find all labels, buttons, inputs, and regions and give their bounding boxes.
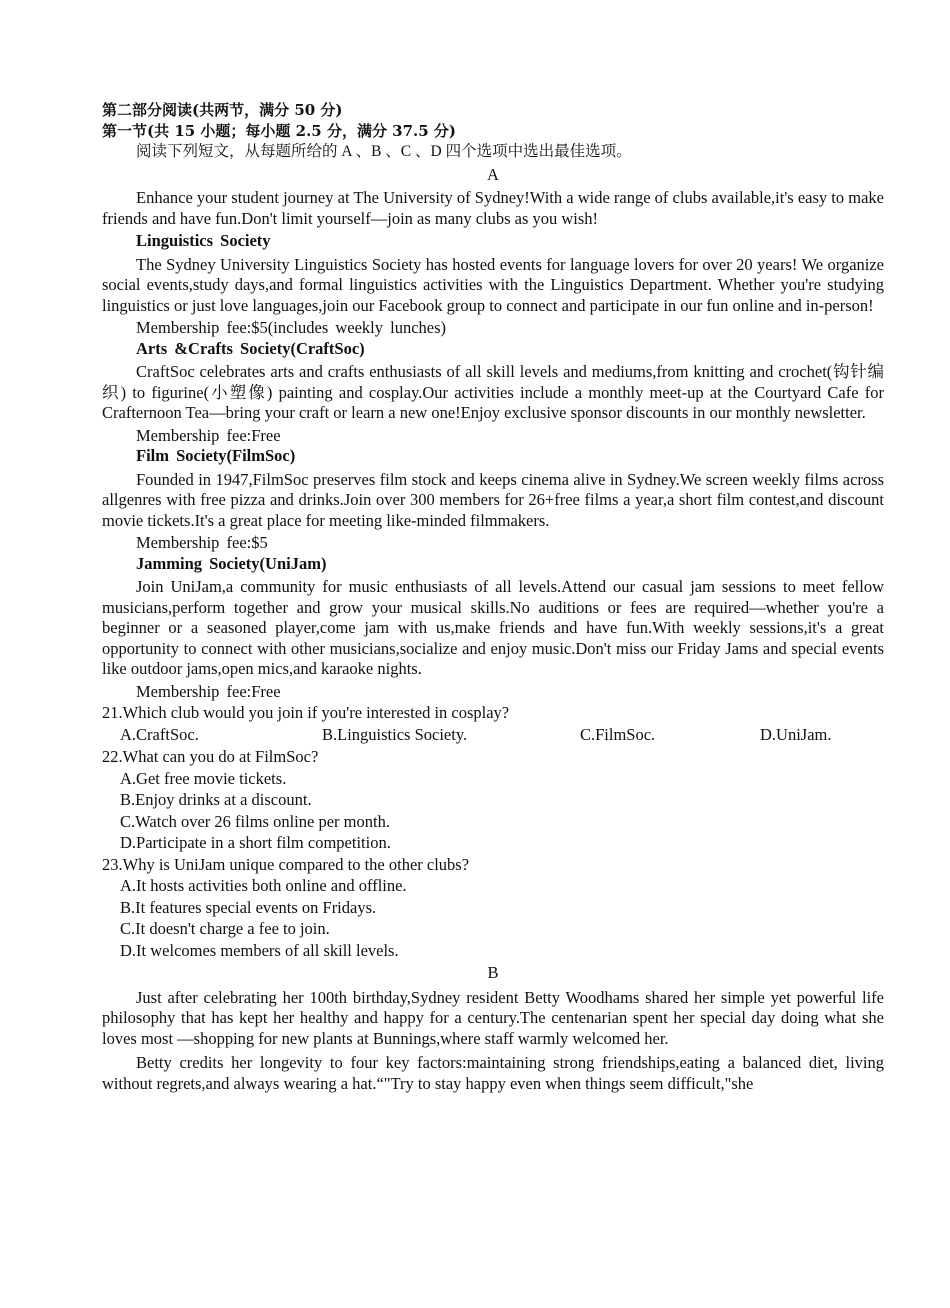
passage-b-paragraph: Just after celebrating her 100th birthday,Sydney resident Betty Woodhams shared her simple yet powerful life philosophy that has kept her healthy and happy for a century.The centenarian spent her special day doing what she loves most —shopping for new plants at Bunnings,where staff warmly welcomed her. (102, 987, 884, 1048)
club-description: Founded in 1947,FilmSoc preserves film stock and keeps cinema alive in Sydney.We screen weekly films across allgenres with free pizza and drinks.Join over 300 members for 26+free films a year,a short film contest,and discount movie tickets.It's a great place for meeting like-minded filmmakers. (102, 469, 884, 530)
club-description: CraftSoc celebrates arts and crafts enthusiasts of all skill levels and mediums,from knitting and crochet(钩针编织) to figurine(小塑像) painting and cosplay.Our activities include a monthly meet-up at the Courtyard Cafe for Crafternoon Tea—bring your craft or learn a new one!Enjoy exclusive sponsor discounts in our monthly newsletter. (102, 362, 884, 422)
membership-fee: Membership fee:Free (136, 425, 281, 445)
club-title: Linguistics Society (136, 231, 271, 250)
passage-a-intro: Enhance your student journey at The University of Sydney!With a wide range of clubs available,it's easy to make friends and have fun.Don't limit yourself—join as many clubs as you wish! (102, 188, 884, 228)
question-stem: 21.Which club would you join if you're interested in cosplay? (102, 703, 510, 722)
option-d[interactable]: D.Participate in a short film competition. (120, 833, 391, 852)
club-title: Film Society(FilmSoc) (136, 446, 296, 465)
question-stem: 23.Why is UniJam unique compared to the other clubs? (102, 854, 470, 874)
club-filmsoc (102, 446, 884, 554)
club-description: The Sydney University Linguistics Society has hosted events for language lovers for over 20 years! We organize social events,study days,and formal linguistics activities with the Linguistics Department. Whether you're studying linguistics or just love languages,join our Facebook group to connect and participate in our fun online and in-person! (102, 254, 884, 315)
question-stem: 22.What can you do at FilmSoc? (102, 747, 319, 766)
option-d[interactable]: D.It welcomes members of all skill levels. (120, 940, 399, 960)
question-21 (102, 703, 884, 745)
club-unijam (102, 554, 884, 703)
passage-b-label: B (487, 963, 499, 982)
option-b[interactable]: B.Enjoy drinks at a discount. (120, 790, 312, 809)
question-22 (102, 747, 884, 854)
passage-a-label: A (487, 164, 499, 184)
membership-fee: Membership fee:$5 (136, 533, 268, 552)
membership-fee: Membership fee:$5(includes weekly lunches) (136, 318, 447, 337)
option-c[interactable]: C.It doesn't charge a fee to join. (120, 919, 330, 938)
option-c[interactable]: C.FilmSoc. (580, 724, 656, 744)
option-b[interactable]: B.It features special events on Fridays. (120, 897, 377, 917)
option-c[interactable]: C.Watch over 26 films online per month. (120, 811, 390, 831)
question-23 (102, 855, 884, 962)
passage-b-paragraph: Betty credits her longevity to four key factors:maintaining strong friendships,eating a balanced diet, living without regrets,and always wearing a hat.“"Try to stay happy even when things seem difficult,"she (102, 1053, 884, 1093)
club-title: Arts &Crafts Society(CraftSoc) (136, 338, 365, 358)
option-d[interactable]: D.UniJam. (760, 724, 832, 744)
section-title: 第一节(共 15 小题；每小题 2.5 分，满分 37.5 分) (102, 122, 457, 140)
option-b[interactable]: B.Linguistics Society. (322, 724, 468, 744)
option-row (102, 725, 884, 746)
part-title: 第二部分阅读(共两节，满分 50 分) (102, 101, 343, 119)
exam-page (102, 100, 884, 1096)
club-craftsoc (102, 339, 884, 447)
membership-fee: Membership fee:Free (136, 681, 281, 701)
club-linguistics (102, 231, 884, 339)
option-a[interactable]: A.It hosts activities both online and offline. (120, 876, 407, 895)
option-a[interactable]: A.CraftSoc. (120, 724, 199, 744)
club-title: Jamming Society(UniJam) (136, 553, 327, 573)
club-description: Join UniJam,a community for music enthusiasts of all levels.Attend our casual jam sessions to meet fellow musicians,perform together and grow your musical skills.No auditions or fees are required—whether you're a beginner or a seasoned player,come jam with us,make friends and have fun.With weekly sessions,it's a great opportunity to connect with other musicians,socialize and enjoy music.Don't miss our Friday Jams and special events like outdoor jams,open mics,and karaoke nights. (102, 577, 884, 678)
instruction: 阅读下列短文，从每题所给的 A 、B 、C 、D 四个选项中选出最佳选项。 (136, 143, 632, 160)
option-a[interactable]: A.Get free movie tickets. (120, 768, 287, 788)
